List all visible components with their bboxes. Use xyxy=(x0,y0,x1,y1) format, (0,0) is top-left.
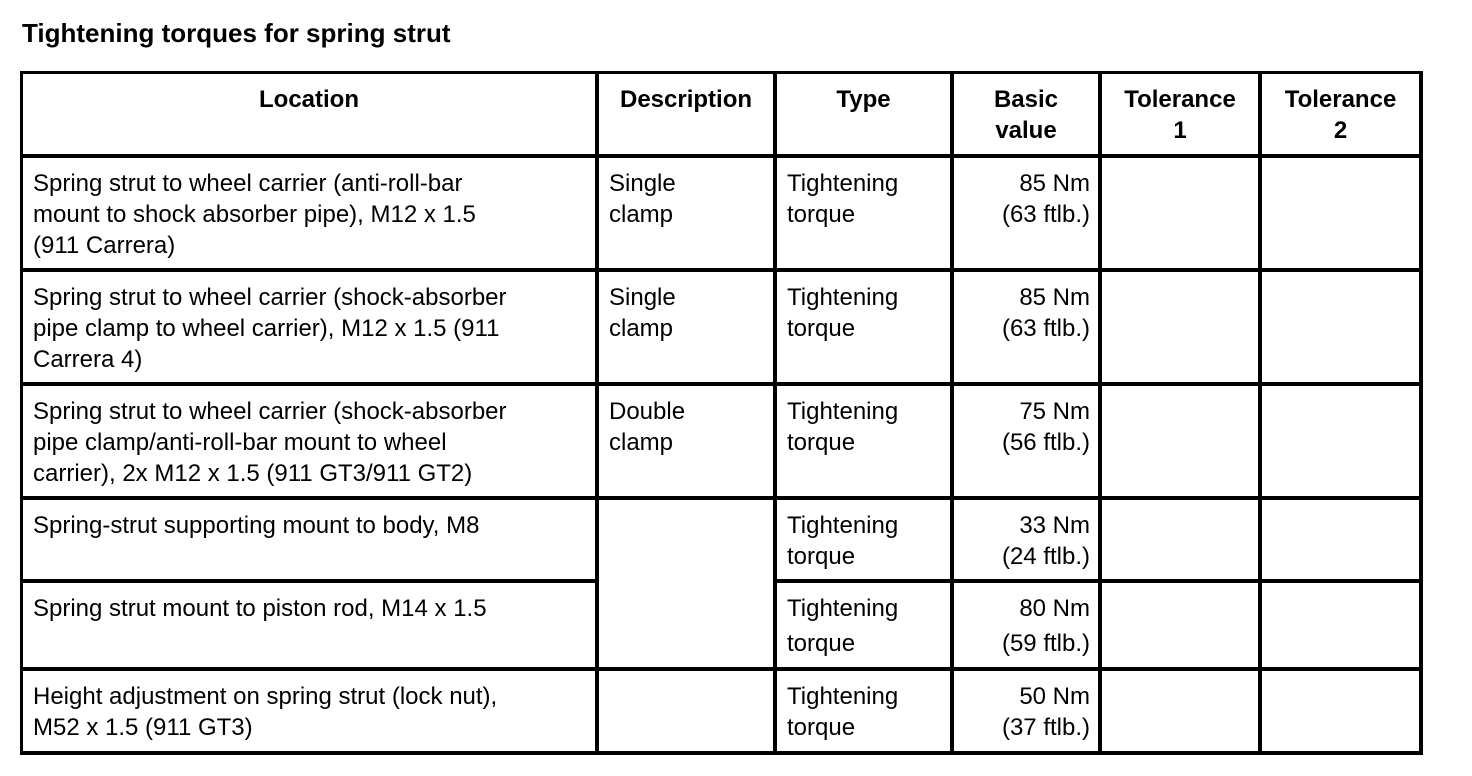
type-cell: Tightening torque xyxy=(777,583,954,671)
tolerance-2-cell xyxy=(1262,272,1423,386)
header-location: Location xyxy=(23,74,599,158)
location-cell: Spring strut to wheel carrier (shock-absorber pipe clamp/anti-roll-bar mount to wheel carrier), 2x M12 x 1.5 (911 GT3/911 GT2) xyxy=(23,386,599,500)
tolerance-1-cell xyxy=(1102,671,1262,755)
header-tolerance-1: Tolerance 1 xyxy=(1102,74,1262,158)
tolerance-2-cell xyxy=(1262,386,1423,500)
location-cell: Spring-strut supporting mount to body, M8 xyxy=(23,500,599,583)
tolerance-1-cell xyxy=(1102,158,1262,272)
type-cell: Tightening torque xyxy=(777,272,954,386)
table-row xyxy=(23,500,1423,583)
tolerance-2-cell xyxy=(1262,583,1423,671)
header-type: Type xyxy=(777,74,954,158)
basic-value-cell: 33 Nm (24 ftlb.) xyxy=(954,500,1102,583)
type-cell: Tightening torque xyxy=(777,500,954,583)
tolerance-1-cell xyxy=(1102,386,1262,500)
description-cell: Double clamp xyxy=(599,386,777,500)
tolerance-1-cell xyxy=(1102,500,1262,583)
location-cell: Spring strut to wheel carrier (shock-absorber pipe clamp to wheel carrier), M12 x 1.5 (911 Carrera 4) xyxy=(23,272,599,386)
header-tolerance-2: Tolerance 2 xyxy=(1262,74,1423,158)
location-cell: Spring strut mount to piston rod, M14 x 1.5 xyxy=(23,583,599,671)
type-cell: Tightening torque xyxy=(777,386,954,500)
basic-value-cell: 85 Nm (63 ftlb.) xyxy=(954,158,1102,272)
type-cell: Tightening torque xyxy=(777,158,954,272)
description-cell xyxy=(599,500,777,671)
page-title: Tightening torques for spring strut xyxy=(22,18,451,48)
table-row xyxy=(23,158,1423,272)
torque-table xyxy=(20,71,1423,755)
header-basic-value: Basic value xyxy=(954,74,1102,158)
location-cell: Height adjustment on spring strut (lock nut), M52 x 1.5 (911 GT3) xyxy=(23,671,599,755)
tolerance-2-cell xyxy=(1262,158,1423,272)
basic-value-cell: 85 Nm (63 ftlb.) xyxy=(954,272,1102,386)
description-cell xyxy=(599,671,777,755)
tolerance-1-cell xyxy=(1102,272,1262,386)
table-row xyxy=(23,386,1423,500)
basic-value-cell: 80 Nm (59 ftlb.) xyxy=(954,583,1102,671)
basic-value-cell: 50 Nm (37 ftlb.) xyxy=(954,671,1102,755)
basic-value-cell: 75 Nm (56 ftlb.) xyxy=(954,386,1102,500)
tolerance-2-cell xyxy=(1262,500,1423,583)
location-cell: Spring strut to wheel carrier (anti-roll-bar mount to shock absorber pipe), M12 x 1.5 (911 Carrera) xyxy=(23,158,599,272)
header-row xyxy=(23,74,1423,158)
type-cell: Tightening torque xyxy=(777,671,954,755)
tolerance-1-cell xyxy=(1102,583,1262,671)
table-row xyxy=(23,671,1423,755)
tolerance-2-cell xyxy=(1262,671,1423,755)
description-cell: Single clamp xyxy=(599,272,777,386)
description-cell: Single clamp xyxy=(599,158,777,272)
header-description: Description xyxy=(599,74,777,158)
table-row xyxy=(23,272,1423,386)
